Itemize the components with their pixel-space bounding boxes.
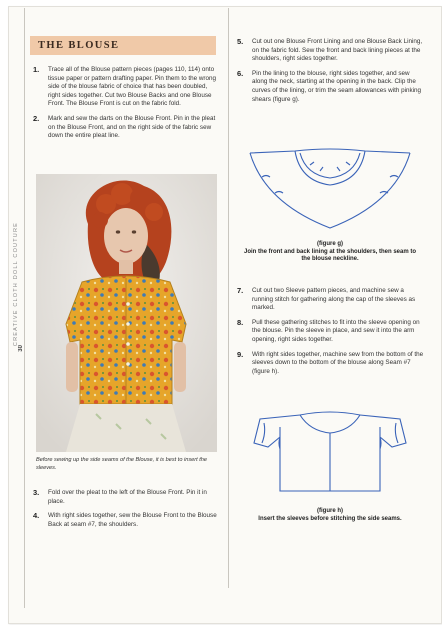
steps-left-bottom <box>30 489 220 529</box>
step-text: Trace all of the Blouse pattern pieces (pages 110, 114) onto tissue paper or pattern drafting paper. Pin them to the wrong side of the blouse fabric of choice that has been doubled, right sides together. Cut two Blouse Backs and one Blouse Front. The Blouse Front is cut on the fabric fold. <box>48 66 217 108</box>
figure-h-drawing <box>240 407 420 497</box>
step-text: Fold over the pleat to the left of the Blouse Front. Pin it in place. <box>48 489 207 505</box>
step-number: 6. <box>237 68 244 78</box>
step-3 <box>30 489 220 506</box>
step-number: 5. <box>237 37 244 46</box>
figure-h-label: (figure h) <box>317 508 343 514</box>
step-text: Mark and sew the darts on the Blouse Front. Pin in the pleat on the Blouse Front, and on the right side of the fabric sew down the entire pleat line. <box>48 114 216 140</box>
step-text: Cut out two Sleeve pattern pieces, and machine sew a running stitch for gathering along the cap of the sleeves as marked. <box>252 287 416 312</box>
section-title: THE BLOUSE <box>38 40 120 51</box>
figure-g-label: (figure g) <box>317 241 343 247</box>
figure-h-caption-block <box>240 508 420 523</box>
figure-h-caption: Insert the sleeves before stitching the side seams. <box>258 515 402 522</box>
figure-g-caption: Join the front and back lining at the shoulders, then seam to the blouse neckline. <box>243 248 417 262</box>
step-number: 1. <box>33 65 40 74</box>
step-number: 8. <box>237 317 244 327</box>
step-8 <box>234 319 426 345</box>
photo-caption: Before sewing up the side seams of the Blouse, it is best to insert the sleeves. <box>36 457 208 471</box>
step-1 <box>30 66 220 109</box>
steps-right-top <box>234 38 426 104</box>
figure-g-drawing <box>240 143 420 235</box>
step-number: 9. <box>237 349 244 359</box>
step-number: 7. <box>237 286 244 295</box>
step-text: With right sides together, machine sew from the bottom of the sleeves down to the bottom of the blouse along Seam #7 (figure h). <box>252 350 424 375</box>
doll-photo <box>36 174 217 452</box>
running-title: CREATIVE CLOTH DOLL COUTURE <box>13 222 19 347</box>
step-2 <box>30 115 220 141</box>
step-6 <box>234 70 426 104</box>
step-number: 3. <box>33 488 40 497</box>
steps-right-mid <box>234 287 426 376</box>
figure-g-caption-block <box>240 241 420 264</box>
column-divider <box>228 8 229 588</box>
step-text: Cut out one Blouse Front Lining and one Blouse Back Lining, on the fabric fold. Sew the front and back lining pieces at the shoulders, right sides together. <box>252 38 423 63</box>
step-number: 4. <box>33 511 40 521</box>
page-number: 30 <box>18 345 24 352</box>
step-text: Pull these gathering stitches to fit into the sleeve opening on the blouse. Pin the sleeve in place, and sew it into the arm opening, right sides together. <box>252 318 420 343</box>
steps-left-top <box>30 66 220 141</box>
left-rule <box>24 8 25 608</box>
step-9 <box>234 351 426 377</box>
step-4 <box>30 512 220 529</box>
section-header <box>30 36 216 55</box>
step-text: With right sides together, sew the Blouse Front to the Blouse Back at seam #7, the shoulders. <box>48 512 217 528</box>
step-text: Pin the lining to the blouse, right sides together, and sew along the neck, starting at the opening in the back. Clip the curves of the lining, or trim the seam allowances with pinking shears (figure g). <box>252 69 422 103</box>
step-5 <box>234 38 426 64</box>
step-7 <box>234 287 426 313</box>
doll-illustration <box>36 174 217 452</box>
step-number: 2. <box>33 113 40 123</box>
